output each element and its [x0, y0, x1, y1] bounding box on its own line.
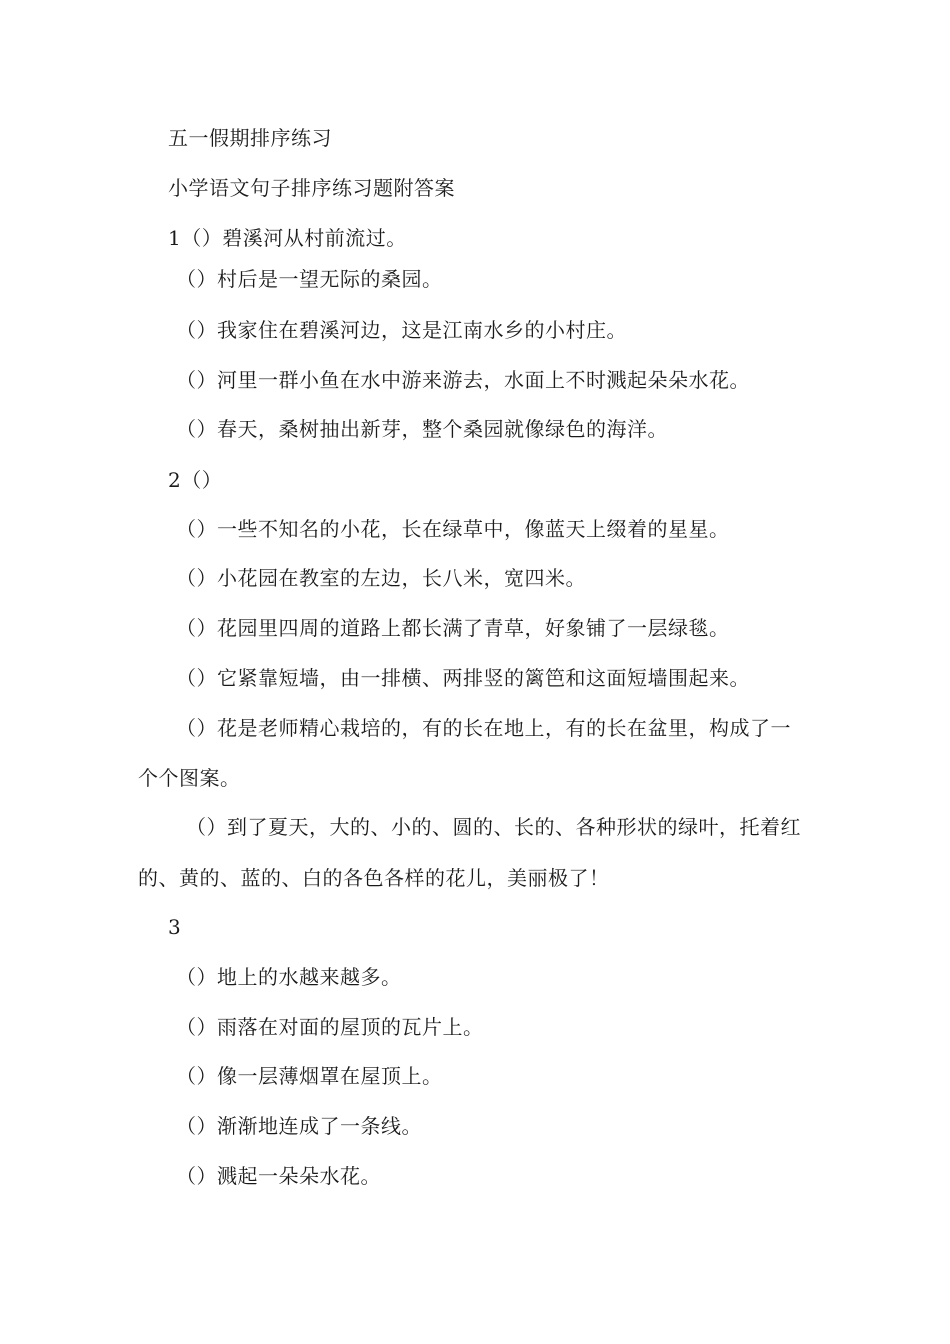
q1-item: （）河里一群小鱼在水中游来游去，水面上不时溅起朵朵水花。 [176, 368, 750, 392]
document-subtitle: 小学语文句子排序练习题附答案 [168, 176, 455, 200]
q2-item: （）一些不知名的小花，长在绿草中，像蓝天上缀着的星星。 [176, 517, 730, 541]
q2-item: （）小花园在教室的左边，长八米，宽四米。 [176, 566, 586, 590]
q3-item: （）地上的水越来越多。 [176, 965, 402, 989]
q2-long-item-line: （）花是老师精心栽培的，有的长在地上，有的长在盆里，构成了一 [176, 716, 791, 740]
q2-number-line: 2（） [168, 468, 223, 492]
q1-number-line: 1（）碧溪河从村前流过。 [168, 226, 407, 250]
q1-item: （）我家住在碧溪河边，这是江南水乡的小村庄。 [176, 318, 627, 342]
q1-item: （）村后是一望无际的桑园。 [176, 267, 443, 291]
q2-long-item-continuation: 的、黄的、蓝的、白的各色各样的花儿，美丽极了！ [138, 866, 610, 890]
q1-item: （）春天，桑树抽出新芽，整个桑园就像绿色的海洋。 [176, 417, 668, 441]
q2-item: （）花园里四周的道路上都长满了青草，好象铺了一层绿毯。 [176, 616, 730, 640]
q3-item: （）雨落在对面的屋顶的瓦片上。 [176, 1015, 484, 1039]
q3-item: （）渐渐地连成了一条线。 [176, 1114, 422, 1138]
q2-item: （）它紧靠短墙，由一排横、两排竖的篱笆和这面短墙围起来。 [176, 666, 750, 690]
q3-item: （）溅起一朵朵水花。 [176, 1164, 381, 1188]
q3-number-line: 3 [168, 915, 182, 939]
q2-long-item-line: （）到了夏天，大的、小的、圆的、长的、各种形状的绿叶，托着红 [186, 815, 801, 839]
document-title: 五一假期排序练习 [168, 126, 332, 150]
q2-long-item-continuation: 个个图案。 [138, 766, 241, 790]
q3-item: （）像一层薄烟罩在屋顶上。 [176, 1064, 443, 1088]
